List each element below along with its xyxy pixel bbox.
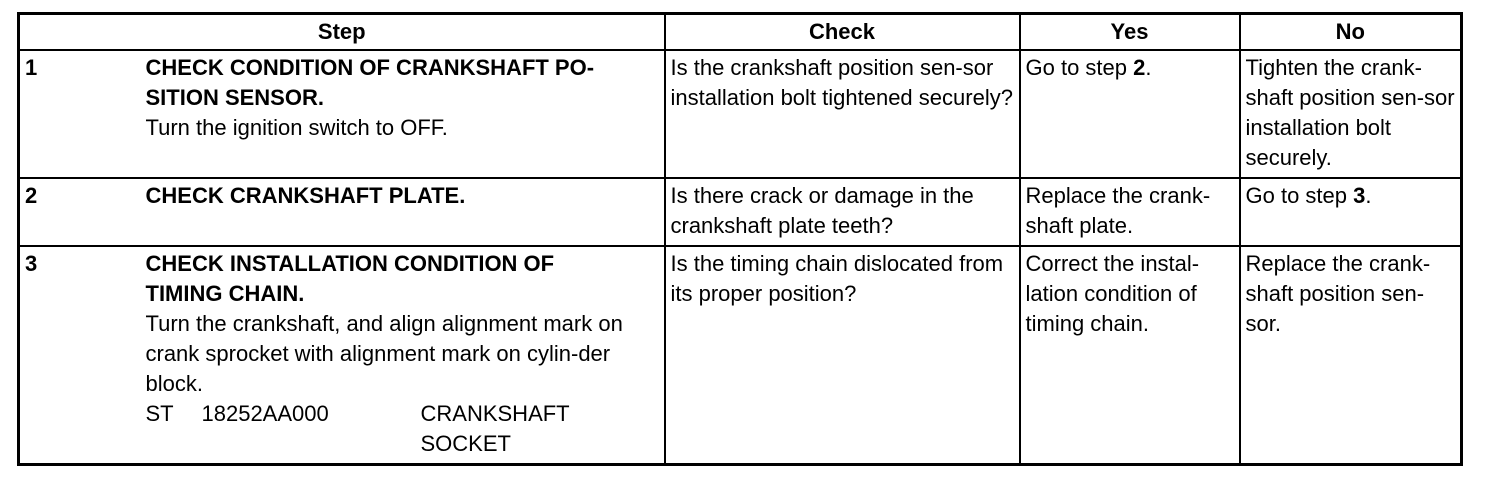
no-cell — [1240, 178, 1462, 246]
no-step-link[interactable]: 3 — [1353, 183, 1366, 208]
step-title-line: TIMING CHAIN. — [145, 281, 305, 306]
special-tool-line — [146, 399, 660, 459]
check-cell: Is there crack or damage in the crankshaft plate teeth? — [665, 178, 1020, 246]
special-tool-part-number: 18252AA000 — [201, 401, 329, 426]
table-row — [19, 246, 1462, 465]
check-cell: Is the timing chain dislocated from its proper position? — [665, 246, 1020, 465]
step-detail: Turn the ignition switch to OFF. — [145, 115, 448, 140]
yes-step-link[interactable]: 2 — [1133, 55, 1146, 80]
header-row — [19, 14, 1462, 51]
header-yes: Yes — [1020, 14, 1240, 51]
step-cell — [141, 50, 665, 178]
step-title: CHECK CONDITION OF CRANKSHAFT PO-SITION SENSOR. — [145, 55, 595, 110]
step-number: 3 — [19, 246, 141, 465]
step-title-line: CHECK INSTALLATION CONDITION OF — [145, 251, 555, 276]
step-title: CHECK CRANKSHAFT PLATE. — [145, 183, 466, 208]
diagnostic-table — [17, 12, 1463, 466]
step-number: 2 — [19, 178, 141, 246]
header-no: No — [1240, 14, 1462, 51]
check-cell: Is the crankshaft position sen-sor installation bolt tightened securely? — [665, 50, 1020, 178]
no-cell: Replace the crank-shaft position sen-sor. — [1240, 246, 1462, 465]
no-suffix: . — [1365, 183, 1372, 208]
table-row — [19, 50, 1462, 178]
step-cell — [141, 246, 665, 465]
yes-suffix: . — [1145, 55, 1152, 80]
yes-cell: Correct the instal-lation condition of timing chain. — [1020, 246, 1240, 465]
special-tool-label: ST — [145, 401, 174, 426]
yes-cell — [1020, 50, 1240, 178]
step-number: 1 — [19, 50, 141, 178]
yes-text: Go to step — [1025, 55, 1134, 80]
table-row — [19, 178, 1462, 246]
step-detail: Turn the crankshaft, and align alignment mark on crank sprocket with alignment mark on cylin-der block. — [145, 311, 623, 396]
step-cell — [141, 178, 665, 246]
no-text: Go to step — [1245, 183, 1354, 208]
yes-cell: Replace the crank-shaft plate. — [1020, 178, 1240, 246]
header-check: Check — [665, 14, 1020, 51]
header-step: Step — [19, 14, 665, 51]
no-cell: Tighten the crank-shaft position sen-sor installation bolt securely. — [1240, 50, 1462, 178]
special-tool-name: CRANKSHAFT SOCKET — [420, 401, 570, 456]
